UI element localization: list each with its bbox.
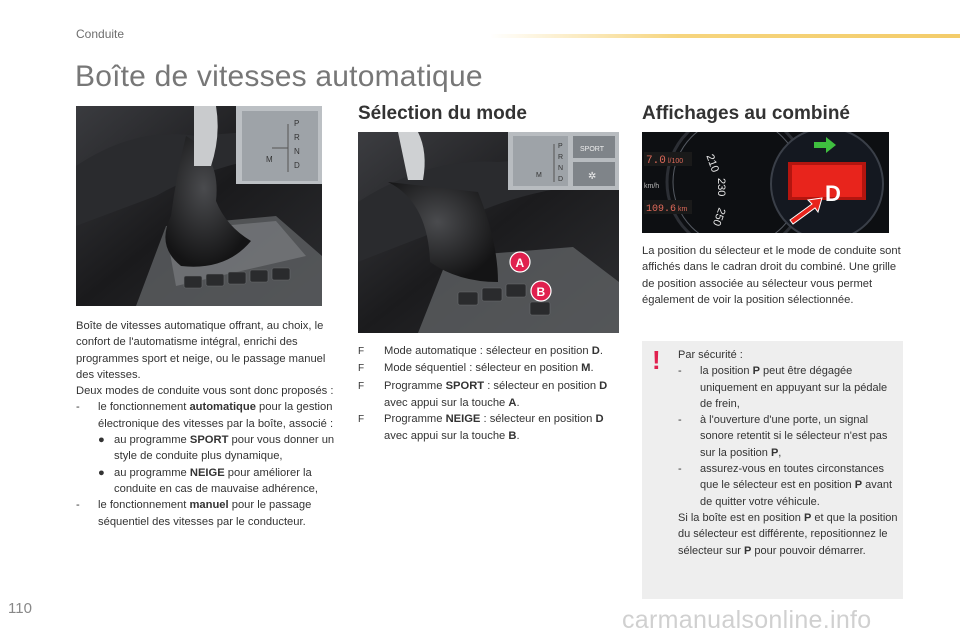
item-bold: D bbox=[591, 345, 600, 357]
dash-marker: - bbox=[678, 463, 682, 476]
gear-letter-m: M bbox=[266, 155, 273, 164]
gear-letter-p: P bbox=[558, 143, 563, 150]
item-text: . bbox=[516, 430, 520, 443]
safety-note-item bbox=[678, 412, 898, 461]
item-text: au programme bbox=[114, 466, 190, 479]
speed-unit: km/h bbox=[644, 183, 660, 190]
safety-note-item bbox=[678, 363, 898, 412]
bullet-marker: ● bbox=[98, 434, 105, 447]
item-text: pour améliorer la conduite en cas de mauvaise adhérence, bbox=[114, 466, 318, 495]
speed-tick-210: 210 bbox=[703, 152, 721, 175]
item-text: le fonctionnement bbox=[98, 499, 190, 512]
item-bold: NEIGE bbox=[189, 466, 225, 479]
mode-list bbox=[358, 343, 620, 445]
item-bold: P bbox=[744, 544, 752, 557]
gear-letter-r: R bbox=[558, 154, 564, 161]
mode-selection-heading: Sélection du mode bbox=[358, 103, 527, 124]
sport-program-item bbox=[76, 432, 338, 465]
safety-note-item bbox=[678, 461, 898, 510]
mode-list-item bbox=[358, 360, 620, 377]
item-text: . bbox=[590, 362, 594, 375]
cluster-display-text: La position du sélecteur et le mode de conduite sont affichés dans le cadran droit du combiné. Une grille de position associée au sélecteur vous permet également de voir la position sélectionnée. bbox=[642, 245, 901, 306]
page-number: 110 bbox=[8, 600, 32, 617]
dash-marker: - bbox=[76, 499, 80, 512]
item-bold: manuel bbox=[189, 499, 229, 512]
gear-letter-r: R bbox=[294, 133, 300, 142]
page-title: Boîte de vitesses automatique bbox=[75, 60, 483, 93]
sport-button-label: SPORT bbox=[580, 146, 604, 153]
safety-note-text bbox=[678, 347, 898, 559]
item-text: peut être dégagée uniquement en appuyant sur la pédale de frein, bbox=[700, 365, 888, 410]
cluster-display-heading: Affichages au combiné bbox=[642, 103, 850, 124]
watermark: carmanualsonline.info bbox=[622, 606, 872, 634]
item-text: le fonctionnement bbox=[98, 401, 190, 414]
item-bold: P bbox=[770, 446, 779, 459]
mode-list-item bbox=[358, 343, 620, 360]
item-text: la position bbox=[700, 365, 753, 378]
item-text: avant de quitter votre véhicule. bbox=[700, 479, 893, 508]
item-text: . bbox=[516, 396, 520, 409]
gear-letter-n: N bbox=[558, 165, 564, 172]
item-text: pour pouvoir démarrer. bbox=[751, 544, 866, 557]
gear-letter-n: N bbox=[294, 147, 300, 156]
item-text: Programme bbox=[384, 413, 446, 426]
dash-marker: - bbox=[678, 365, 682, 378]
checkbox-icon: F bbox=[358, 346, 365, 357]
gear-position-display: D bbox=[825, 181, 841, 206]
checkbox-icon: F bbox=[358, 414, 365, 426]
item-text: avec appui sur la touche bbox=[384, 430, 509, 443]
callout-a bbox=[510, 252, 530, 272]
mode-list-item bbox=[358, 411, 620, 445]
item-bold: P bbox=[854, 479, 863, 492]
section-label: Conduite bbox=[76, 27, 125, 41]
mode-manual-item bbox=[76, 497, 338, 530]
callout-a-label: A bbox=[515, 256, 525, 270]
item-text: Si la boîte est en position bbox=[678, 511, 804, 524]
item-bold: automatique bbox=[189, 401, 256, 414]
dash-marker: - bbox=[678, 414, 682, 427]
dash-marker: - bbox=[76, 401, 80, 414]
gear-letter-d: D bbox=[294, 161, 300, 170]
modes-intro: Deux modes de conduite vous sont donc proposés : bbox=[76, 385, 334, 398]
item-text: avec appui sur la touche bbox=[384, 396, 509, 409]
item-text: , bbox=[778, 446, 782, 459]
item-bold: NEIGE bbox=[445, 413, 481, 426]
item-bold: M bbox=[581, 362, 591, 375]
instrument-cluster-photo bbox=[642, 132, 889, 233]
item-bold: D bbox=[599, 379, 608, 392]
warning-icon: ! bbox=[652, 345, 661, 375]
item-text: Programme bbox=[384, 379, 446, 392]
intro-paragraph: Boîte de vitesses automatique offrant, au choix, le confort de l'automatisme intégral, enrichi des programmes sport et neige, ou le passage manuel des vitesses. bbox=[76, 320, 326, 381]
item-text: Mode séquentiel : sélecteur en position bbox=[384, 362, 582, 375]
item-bold: SPORT bbox=[189, 434, 229, 447]
odometer-value: 109.6 bbox=[646, 204, 677, 215]
item-bold: D bbox=[595, 413, 604, 426]
item-text: : sélecteur en position bbox=[480, 413, 596, 426]
callout-b-label: B bbox=[536, 285, 546, 299]
header-rule bbox=[490, 34, 960, 38]
checkbox-icon: F bbox=[358, 363, 365, 375]
item-bold: P bbox=[803, 511, 812, 524]
speed-tick-250: 250 bbox=[709, 206, 728, 228]
mode-selection-photo bbox=[358, 132, 619, 333]
item-text: Mode automatique : sélecteur en position bbox=[384, 345, 592, 357]
gear-letter-d: D bbox=[558, 176, 564, 183]
snowflake-icon: ✲ bbox=[588, 171, 597, 182]
item-text: . bbox=[599, 345, 603, 357]
item-text: assurez-vous en toutes circonstances que le sélecteur est en position bbox=[700, 463, 885, 492]
safety-note-footer bbox=[678, 510, 898, 559]
item-text: pour vous donner un style de conduite plus dynamique, bbox=[114, 434, 335, 463]
item-bold: P bbox=[752, 365, 760, 378]
safety-note-title: Par sécurité : bbox=[678, 349, 743, 361]
bullet-marker: ● bbox=[98, 466, 105, 479]
item-text: pour la gestion électronique des vitesses par la boîte, associé : bbox=[98, 401, 334, 430]
fuel-consumption-value: 7.0 bbox=[646, 155, 666, 167]
odometer-unit: km bbox=[678, 206, 688, 213]
snow-program-item bbox=[76, 465, 338, 498]
checkbox-icon: F bbox=[358, 380, 365, 392]
gear-letter-p: P bbox=[294, 119, 300, 128]
item-text: pour le passage séquentiel des vitesses par le conducteur. bbox=[98, 499, 312, 528]
fuel-consumption-unit: l/100 bbox=[668, 158, 684, 165]
item-text: : sélecteur en position bbox=[484, 379, 600, 392]
item-text: à l'ouverture d'une porte, un signal sonore retentit si le sélecteur n'est pas sur la position bbox=[700, 414, 888, 459]
intro-text bbox=[76, 318, 338, 530]
item-bold: SPORT bbox=[445, 379, 485, 392]
item-bold: B bbox=[508, 430, 517, 443]
gear-letter-m: M bbox=[536, 172, 542, 179]
item-bold: A bbox=[508, 396, 517, 409]
gear-lever-photo bbox=[76, 106, 322, 306]
speed-tick-230: 230 bbox=[715, 178, 727, 197]
mode-list-item bbox=[358, 378, 620, 412]
item-text: et que la position du sélecteur est différente, repositionnez le sélecteur sur bbox=[678, 511, 898, 557]
callout-b bbox=[531, 281, 551, 301]
mode-automatic-item bbox=[76, 399, 338, 432]
item-text: au programme bbox=[114, 434, 190, 447]
